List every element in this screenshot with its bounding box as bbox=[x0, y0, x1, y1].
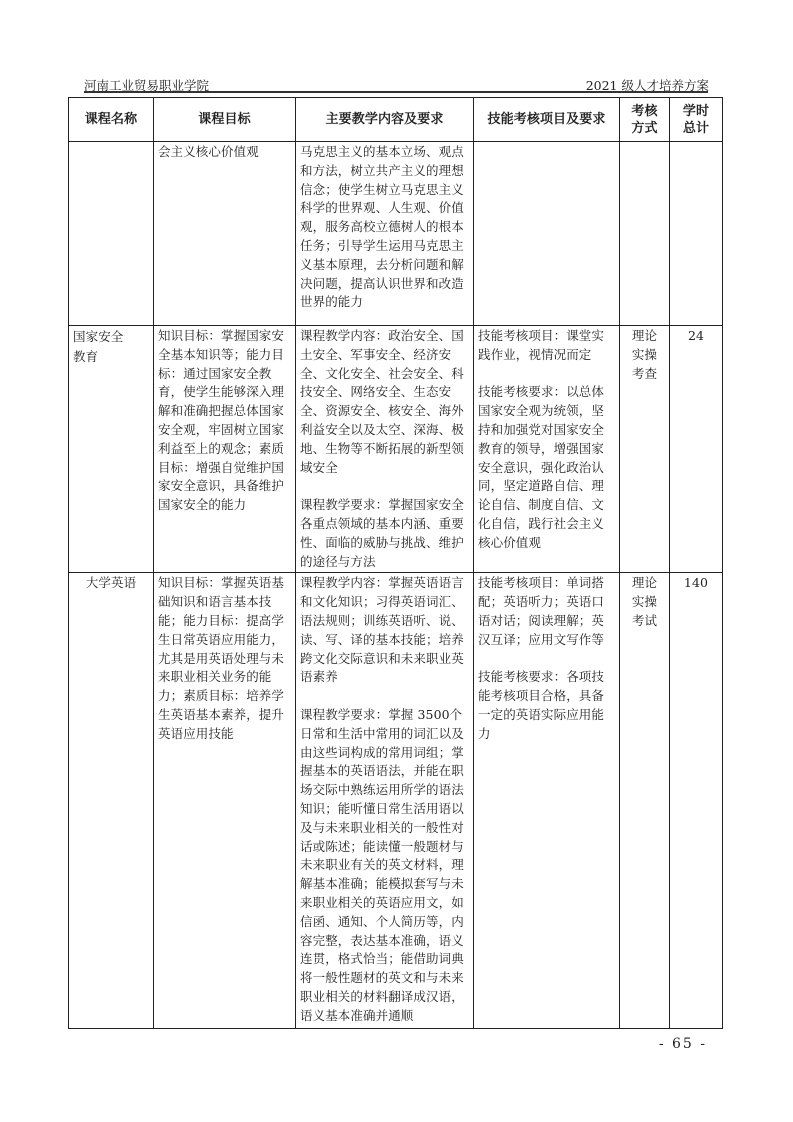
col-header-hours: 学时 总计 bbox=[670, 98, 723, 142]
course-name-cell: 大学英语 bbox=[69, 573, 154, 1029]
assessment-cell bbox=[620, 142, 670, 326]
skills-cell: 技能考核项目：单词搭配；英语听力；英语口语对话；阅读理解；英汉互译；应用文写作等 技能考核要求：各项技能考核项目合格，具备一定的英语实际应用能力 bbox=[474, 573, 620, 1029]
curriculum-table bbox=[68, 97, 723, 1029]
assessment-cell: 理论 实操 考查 bbox=[620, 326, 670, 573]
col-header-objectives: 课程目标 bbox=[154, 98, 296, 142]
institution-name: 河南工业贸易职业学院 bbox=[84, 78, 210, 93]
table-row bbox=[69, 326, 723, 573]
table-row bbox=[69, 142, 723, 326]
content-cell: 课程教学内容：掌握英语语言和文化知识；习得英语词汇、语法规则；训练英语听、说、读、写、译的基本技能；培养跨文化交际意识和未来职业英语素养 课程教学要求：掌握 3500个日常和生活中常用的词汇以及由这些词构成的常用词组；掌握基本的英语语法，并能在职场交际中熟练运用所学的语法知识；能听懂日常生活用语以及与未来职业相关的一般性对话或陈述；能读懂一般题材与未来职业有关的英文材料，理解基本准确；能模拟套写与未来职业相关的英语应用文，如信函、通知、个人简历等，内容完整，表达基本准确，语义连贯，格式恰当；能借助词典将一般性题材的英文和与未来职业相关的材料翻译成汉语，语义基本准确并通顺 bbox=[296, 573, 474, 1029]
course-name-cell: 国家安全 教育 bbox=[69, 326, 154, 573]
assessment-cell: 理论 实操 考试 bbox=[620, 573, 670, 1029]
col-header-course: 课程名称 bbox=[69, 98, 154, 142]
content-cell: 课程教学内容：政治安全、国土安全、军事安全、经济安全、文化安全、社会安全、科技安全、网络安全、生态安全、资源安全、核安全、海外利益安全以及太空、深海、极地、生物等不断拓展的新型领域安全 课程教学要求：掌握国家安全各重点领域的基本内涵、重要性、面临的威胁与挑战、维护的途径与方法 bbox=[296, 326, 474, 573]
hours-cell: 140 bbox=[670, 573, 723, 1029]
objectives-cell: 知识目标：掌握国家安全基本知识等；能力目标：通过国家安全教育，使学生能够深入理解和准确把握总体国家安全观，牢固树立国家利益至上的观念；素质目标：增强自觉维护国家安全意识，具备维护国家安全的能力 bbox=[154, 326, 296, 573]
header-rule bbox=[84, 91, 708, 93]
content-cell: 马克思主义的基本立场、观点和方法，树立共产主义的理想信念；使学生树立马克思主义科学的世界观、人生观、价值观，服务高校立德树人的根本任务；引导学生运用马克思主义基本原理，去分析问题和解决问题，提高认识世界和改造世界的能力 bbox=[296, 142, 474, 326]
page-number: - 65 - bbox=[658, 1036, 707, 1052]
table-header-row bbox=[69, 98, 723, 142]
skills-cell bbox=[474, 142, 620, 326]
hours-cell bbox=[670, 142, 723, 326]
col-header-assessment: 考核 方式 bbox=[620, 98, 670, 142]
course-name-cell bbox=[69, 142, 154, 326]
objectives-cell: 会主义核心价值观 bbox=[154, 142, 296, 326]
hours-cell: 24 bbox=[670, 326, 723, 573]
col-header-content: 主要教学内容及要求 bbox=[296, 98, 474, 142]
col-header-skills: 技能考核项目及要求 bbox=[474, 98, 620, 142]
objectives-cell: 知识目标：掌握英语基础知识和语言基本技能；能力目标：提高学生日常英语应用能力，尤其是用英语处理与未来职业相关业务的能力；素质目标：培养学生英语基本素养，提升英语应用技能 bbox=[154, 573, 296, 1029]
document-title: 2021 级人才培养方案 bbox=[585, 78, 709, 93]
table-row bbox=[69, 573, 723, 1029]
skills-cell: 技能考核项目：课堂实践作业，视情况而定 技能考核要求：以总体国家安全观为统领，坚持和加强党对国家安全教育的领导，增强国家安全意识，强化政治认同，坚定道路自信、理论自信、制度自信、文化自信，践行社会主义核心价值观 bbox=[474, 326, 620, 573]
